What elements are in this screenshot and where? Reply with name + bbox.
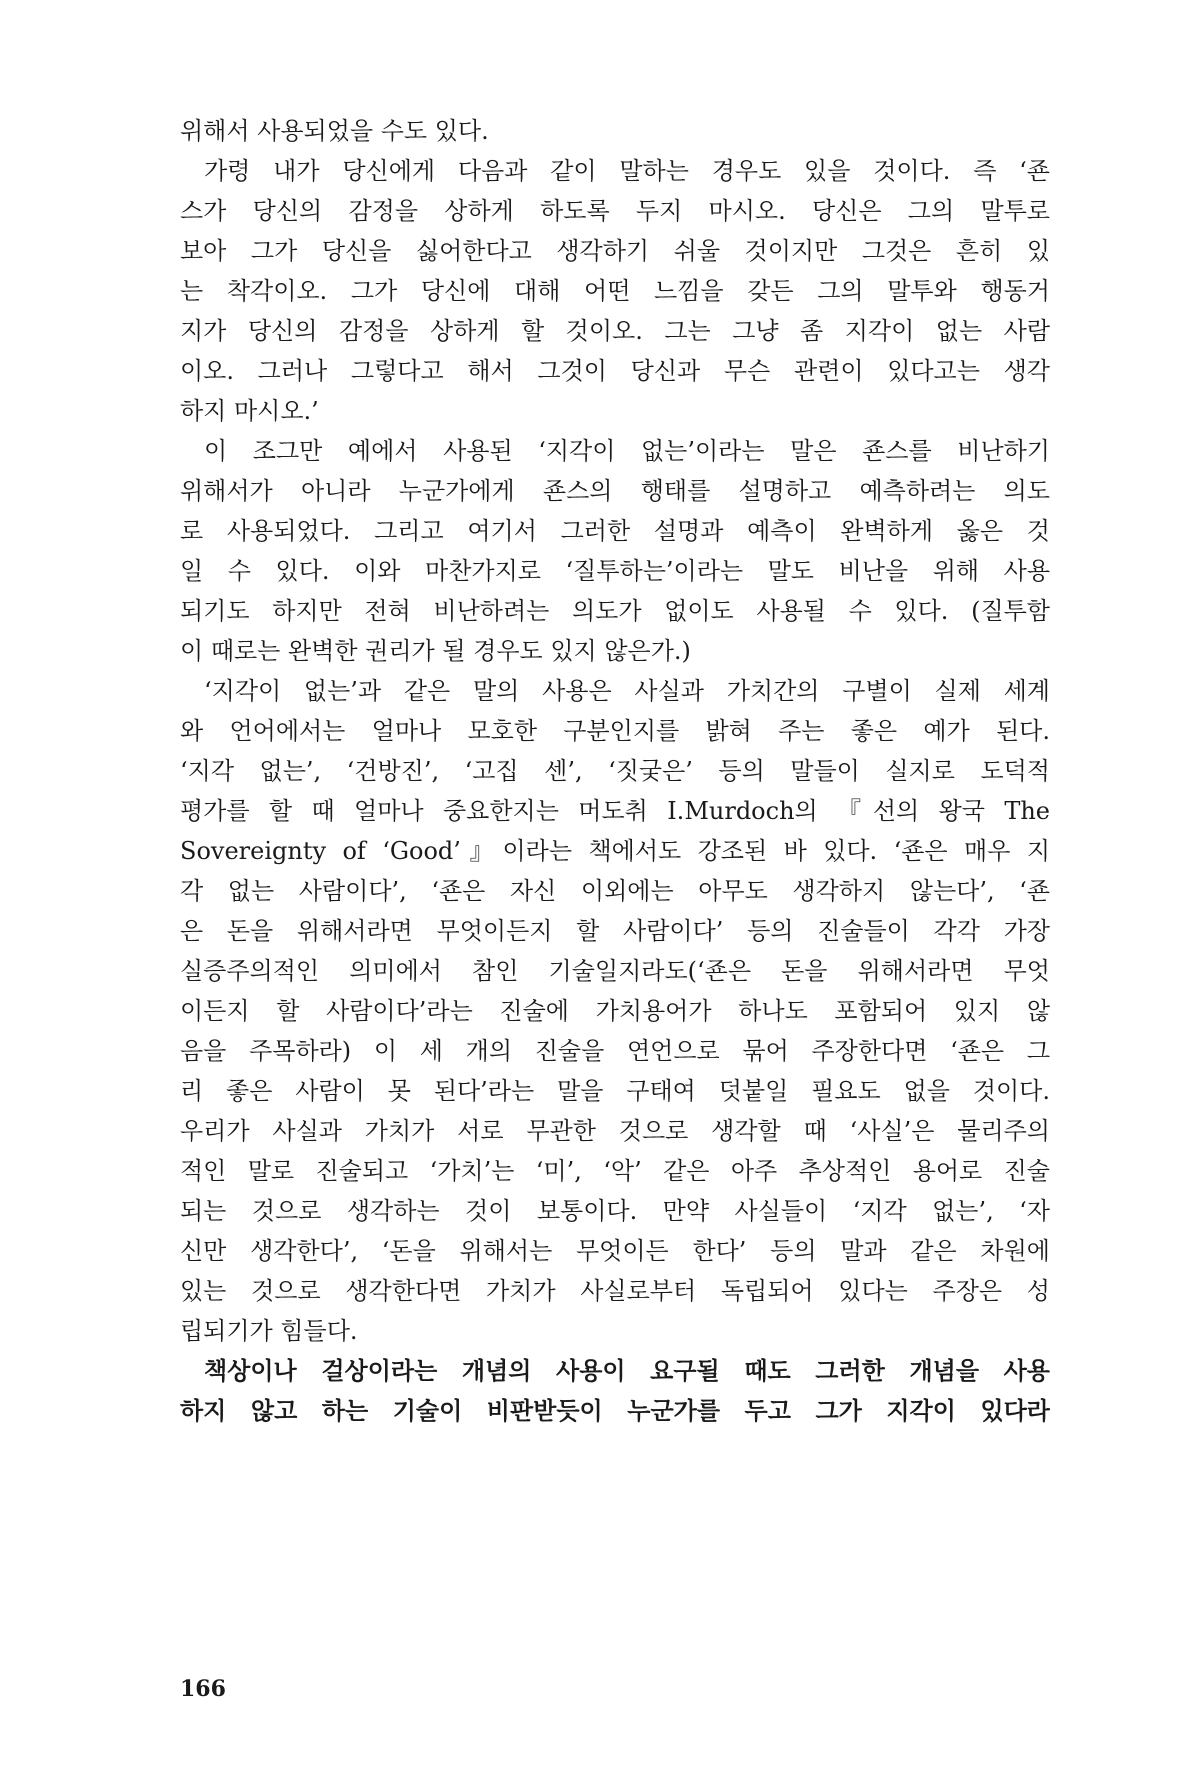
text-line: 보아 그가 당신을 싫어한다고 생각하기 쉬울 것이지만 그것은 흔히 있 <box>180 237 1050 265</box>
text-line: 되는 것으로 생각하는 것이 보통이다. 만약 사실들이 ‘지각 없는’, ‘자 <box>180 1197 1050 1225</box>
text-line: 각 없는 사람이다’, ‘죤은 자신 이외에는 아무도 생각하지 않는다’, ‘죤 <box>180 877 1050 905</box>
text-line: 은 돈을 위해서라면 무엇이든지 할 사람이다’ 등의 진술들이 각각 가장 <box>180 917 1050 945</box>
text-line: 적인 말로 진술되고 ‘가치’는 ‘미’, ‘악’ 같은 아주 추상적인 용어로 진술 <box>180 1157 1050 1185</box>
text-line: 우리가 사실과 가치가 서로 무관한 것으로 생각할 때 ‘사실’은 물리주의 <box>180 1117 1050 1145</box>
text-line: 음을 주목하라) 이 세 개의 진술을 연언으로 묶어 주장한다면 ‘죤은 그 <box>180 1037 1050 1065</box>
body-text <box>180 111 1050 1431</box>
text-line: 위해서가 아니라 누군가에게 죤스의 행태를 설명하고 예측하려는 의도 <box>180 477 1050 505</box>
text-line: 실증주의적인 의미에서 참인 기술일지라도(‘죤은 돈을 위해서라면 무엇 <box>180 957 1050 985</box>
text-line: 하지 마시오.’ <box>180 397 319 425</box>
text-line: 스가 당신의 감정을 상하게 하도록 두지 마시오. 당신은 그의 말투로 <box>180 197 1050 225</box>
text-line: 위해서 사용되었을 수도 있다. <box>180 117 489 145</box>
text-line: 립되기가 힘들다. <box>180 1317 358 1345</box>
text-line: 일 수 있다. 이와 마찬가지로 ‘질투하는’이라는 말도 비난을 위해 사용 <box>180 557 1050 585</box>
text-line: 이 때로는 완벽한 권리가 될 경우도 있지 않은가.) <box>180 637 691 665</box>
text-line: 평가를 할 때 얼마나 중요한지는 머도취 I.Murdoch의 『선의 왕국 The <box>180 797 1050 825</box>
text-line: Sovereignty of ‘Good’』이라는 책에서도 강조된 바 있다. ‘죤은 매우 지 <box>180 837 1050 865</box>
text-line: 는 착각이오. 그가 당신에 대해 어떤 느낌을 갖든 그의 말투와 행동거 <box>180 277 1050 305</box>
text-line: 로 사용되었다. 그리고 여기서 그러한 설명과 예측이 완벽하게 옳은 것 <box>180 517 1050 545</box>
text-line: ‘지각이 없는’과 같은 말의 사용은 사실과 가치간의 구별이 실제 세계 <box>204 677 1050 705</box>
text-line: 책상이나 걸상이라는 개념의 사용이 요구될 때도 그러한 개념을 사용 <box>204 1356 1050 1385</box>
text-line: 되기도 하지만 전혀 비난하려는 의도가 없이도 사용될 수 있다. (질투함 <box>180 597 1050 625</box>
text-line: 리 좋은 사람이 못 된다’라는 말을 구태여 덧붙일 필요도 없을 것이다. <box>180 1077 1050 1105</box>
text-line: 지가 당신의 감정을 상하게 할 것이오. 그는 그냥 좀 지각이 없는 사람 <box>180 317 1050 345</box>
text-line: ‘지각 없는’, ‘건방진’, ‘고집 센’, ‘짓궂은’ 등의 말들이 실지로 도덕적 <box>180 757 1050 785</box>
text-line: 가령 내가 당신에게 다음과 같이 말하는 경우도 있을 것이다. 즉 ‘죤 <box>204 157 1050 185</box>
page-number: 166 <box>180 1676 226 1702</box>
text-line: 하지 않고 하는 기술이 비판받듯이 누군가를 두고 그가 지각이 있다라 <box>180 1396 1050 1425</box>
text-line: 와 언어에서는 얼마나 모호한 구분인지를 밝혀 주는 좋은 예가 된다. <box>180 717 1050 745</box>
text-line: 있는 것으로 생각한다면 가치가 사실로부터 독립되어 있다는 주장은 성 <box>180 1277 1050 1305</box>
text-line: 이든지 할 사람이다’라는 진술에 가치용어가 하나도 포함되어 있지 않 <box>180 997 1050 1025</box>
text-line: 이 조그만 예에서 사용된 ‘지각이 없는’이라는 말은 죤스를 비난하기 <box>204 437 1050 465</box>
text-line: 신만 생각한다’, ‘돈을 위해서는 무엇이든 한다’ 등의 말과 같은 차원에 <box>180 1237 1050 1265</box>
text-line: 이오. 그러나 그렇다고 해서 그것이 당신과 무슨 관련이 있다고는 생각 <box>180 357 1050 385</box>
